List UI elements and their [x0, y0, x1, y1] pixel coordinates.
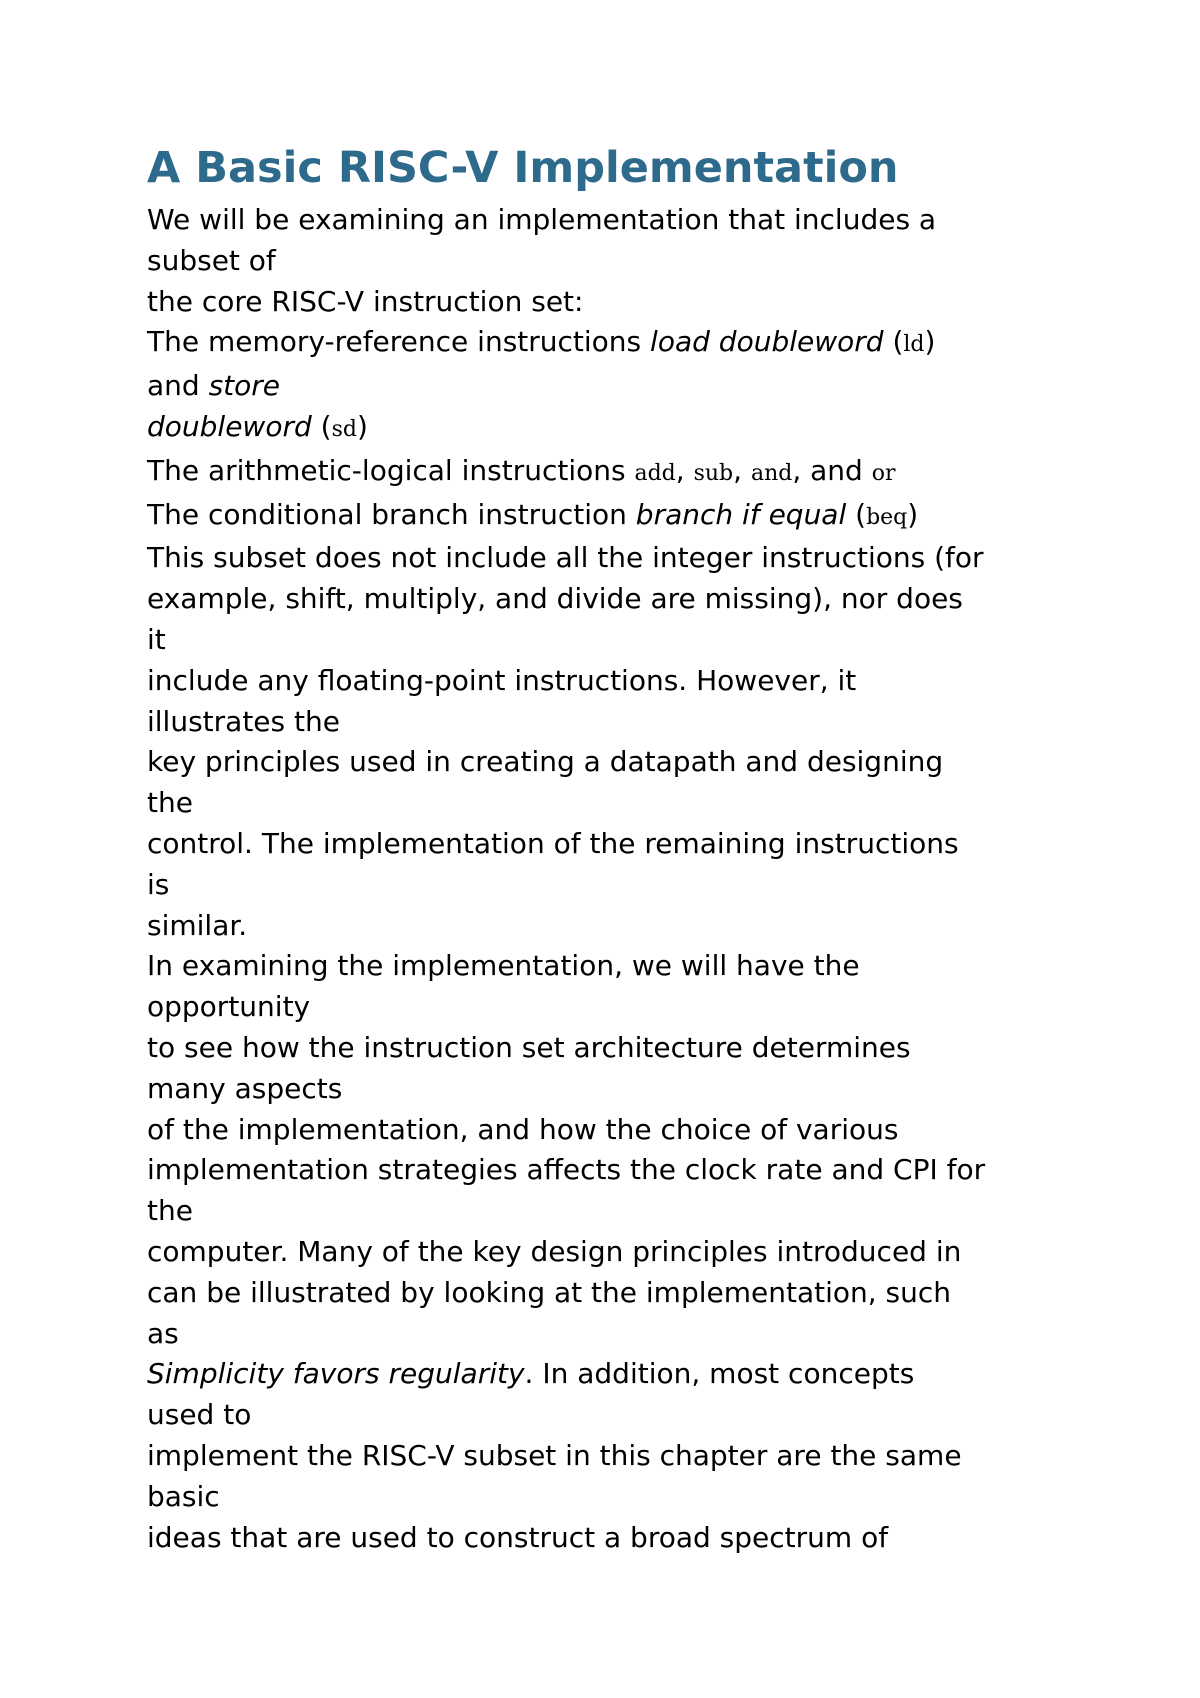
text-run: (	[311, 409, 332, 443]
text-line: include any floating-point instructions. However, it	[147, 663, 857, 697]
emphasis-term: store	[208, 369, 281, 403]
text-line: example, shift, multiply, and divide are missing), nor does	[147, 582, 963, 616]
text-run: The arithmetic-logical instructions	[147, 453, 635, 487]
text-line: In examining the implementation, we will have the	[147, 949, 860, 983]
text-line: the core RISC-V instruction set:	[147, 284, 584, 318]
text-run: )	[924, 325, 936, 359]
text-line	[147, 322, 1107, 366]
text-line: illustrates the	[147, 704, 340, 738]
text-run: ,	[675, 453, 694, 487]
text-line: to see how the instruction set architecture determines	[147, 1030, 911, 1064]
instruction-mnemonic: ld	[903, 332, 925, 358]
text-line: subset of	[147, 243, 276, 277]
text-line: many aspects	[147, 1071, 343, 1105]
text-line: control. The implementation of the remaining instructions	[147, 826, 959, 860]
text-line: key principles used in creating a datapath and designing	[147, 745, 944, 779]
instruction-mnemonic: or	[871, 460, 896, 486]
text-line: as	[147, 1316, 179, 1350]
text-run: (	[846, 497, 867, 531]
emphasis-term: load doubleword	[650, 325, 884, 359]
text-line: of the implementation, and how the choice of various	[147, 1112, 899, 1146]
emphasis-term: doubleword	[147, 409, 312, 443]
document-title: A Basic RISC-V Implementation	[147, 143, 899, 193]
text-line: the	[147, 786, 193, 820]
text-run: , and	[792, 453, 872, 487]
text-line: is	[147, 867, 170, 901]
text-line: implement the RISC-V subset in this chapter are the same	[147, 1438, 962, 1472]
text-line: used to	[147, 1398, 252, 1432]
text-line: opportunity	[147, 990, 311, 1024]
emphasis-term: branch if equal	[635, 497, 847, 531]
text-line: implementation strategies affects the clock rate and CPI for	[147, 1153, 986, 1187]
text-line: This subset does not include all the integer instructions (for	[147, 541, 984, 575]
text-line	[147, 495, 1107, 539]
text-line: We will be examining an implementation that includes a	[147, 203, 937, 236]
text-line	[147, 451, 1107, 495]
text-line: it	[147, 622, 166, 656]
text-run: The memory-reference instructions	[147, 325, 651, 359]
text-line: basic	[147, 1479, 220, 1513]
text-run: . In addition, most concepts	[524, 1357, 915, 1391]
text-line	[147, 1354, 1107, 1395]
text-run: )	[356, 409, 368, 443]
instruction-mnemonic: and	[750, 460, 793, 486]
emphasis-term: Simplicity favors regularity	[147, 1357, 525, 1391]
instruction-mnemonic: add	[634, 460, 676, 486]
text-run: The conditional branch instruction	[147, 497, 636, 531]
document-page	[147, 140, 1107, 1558]
text-line	[147, 407, 1107, 451]
text-run: ,	[733, 453, 751, 487]
instruction-mnemonic: sub	[693, 460, 734, 486]
text-line	[147, 366, 1107, 407]
text-line: the	[147, 1194, 193, 1228]
text-run: (	[883, 325, 904, 359]
text-line: ideas that are used to construct a broad spectrum of	[147, 1520, 889, 1554]
instruction-mnemonic: beq	[866, 504, 908, 530]
text-line: similar.	[147, 908, 248, 942]
text-line: can be illustrated by looking at the implementation, such	[147, 1275, 952, 1309]
text-run: )	[907, 497, 919, 531]
instruction-mnemonic: sd	[331, 416, 357, 442]
text-line: computer. Many of the key design principles introduced in	[147, 1234, 962, 1268]
text-run: and	[147, 369, 209, 403]
